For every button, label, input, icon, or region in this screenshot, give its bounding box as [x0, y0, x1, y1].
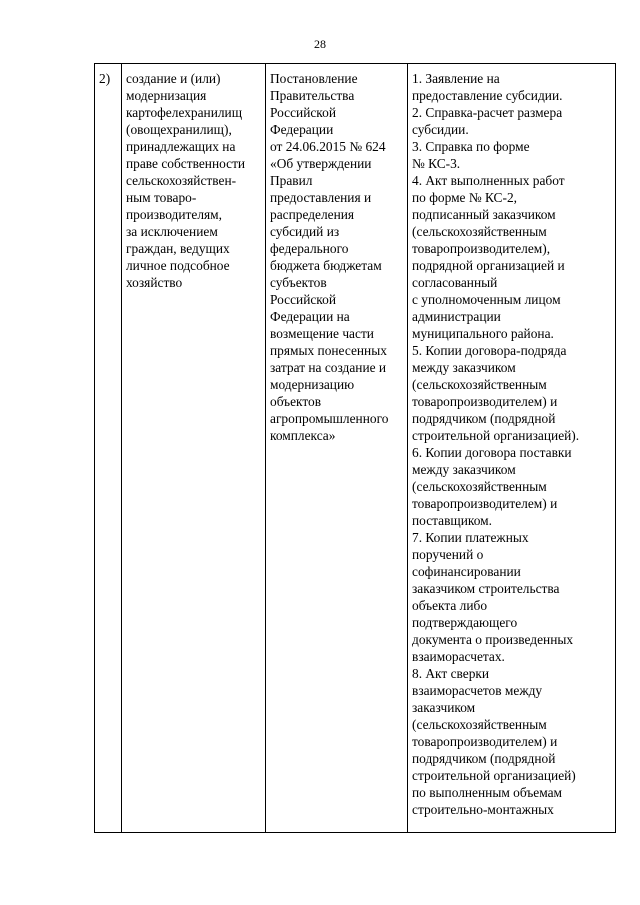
- row-number: 2): [99, 71, 111, 86]
- legal-basis-text: Постановление Правительства Российской Федерации от 24.06.2015 № 624 «Об утверждении Правил предоставления и распределения субсидий из федерального бюджета бюджетам субъектов Российской Федерации на возмещение части прямых понесенных затрат на создание и модернизацию объектов агропромышленного комплекса»: [270, 71, 389, 443]
- legal-basis-cell: [265, 64, 407, 832]
- purpose-cell: [121, 64, 265, 832]
- row-number-cell: [95, 64, 121, 832]
- required-documents-cell: [407, 64, 615, 832]
- page-number: 28: [314, 37, 326, 51]
- purpose-text: создание и (или) модернизация картофелехранилищ (овощехранилищ), принадлежащих на праве собственности сельскохозяйствен- ным товаро- производителям, за исключением граждан, ведущих личное подсобное хозяйство: [126, 71, 246, 290]
- document-table: [94, 63, 616, 833]
- required-documents-text: 1. Заявление на предоставление субсидии. 2. Справка-расчет размера субсидии. 3. Справка по форме № КС-3. 4. Акт выполненных работ по форме № КС-2, подписанный заказчиком (сельскохозяйственным товаропроизводителем), подрядной организацией и согласованный с уполномоченным лицом администрации муниципального района. 5. Копии договора-подряда между заказчиком (сельскохозяйственным товаропроизводителем) и подрядчиком (подрядной строительной организацией). 6. Копии договора поставки между заказчиком (сельскохозяйственным товаропроизводителем) и поставщиком. 7. Копии платежных поручений о софинансировании заказчиком строительства объекта либо подтверждающего документа о произведенных взаиморасчетах. 8. Акт сверки взаиморасчетов между заказчиком (сельскохозяйственным товаропроизводителем) и подрядчиком (подрядной строительной организацией) по выполненным объемам строительно-монтажных: [412, 71, 580, 817]
